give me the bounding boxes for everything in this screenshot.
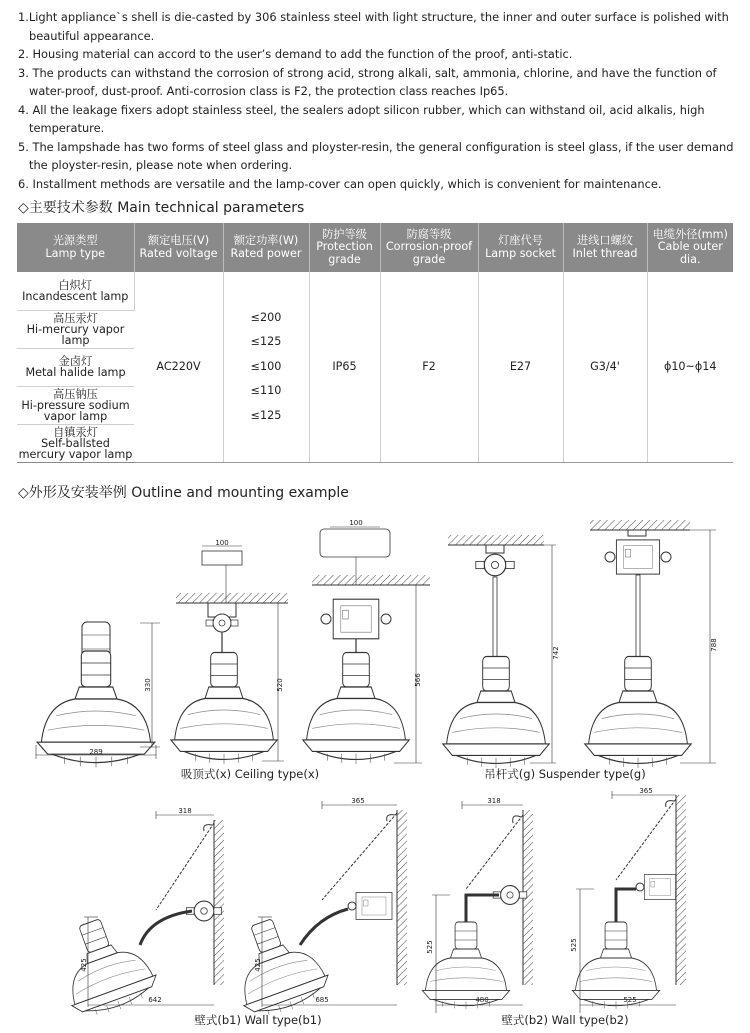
lamp-type-cell: 自镇汞灯 Self-ballsted mercury vapor lamp [18,425,133,461]
dim-b2b-top: 365 [639,787,653,795]
lamp-type-cell: 高压钠压 Hi-pressure sodium vapor lamp [17,386,134,424]
feature-item: 5. The lampshade has two forms of steel glass and ployster-resin, the general configuration is steel glass, if the user demand the ployster-resin, please note when ordering. [18,139,734,172]
dim-c2-h: 520 [276,678,284,692]
suspender-lamp-1 [443,535,560,768]
header-cable-dia: 电缆外径(mm) Cable outer dia. [647,223,733,272]
wall-b1-lamp-1 [47,807,224,1024]
params-section-title: ◇主要技术参数 Main technical parameters [18,200,305,216]
dim-b2b-h: 525 [570,938,578,952]
header-rated-voltage: 额定电压(V) Rated voltage [134,223,223,272]
rated-voltage-cell: AC220V [134,272,223,462]
feature-item: 6. Installment methods are versatile and the lamp-cover can open quickly, which is convenient for maintenance. [18,176,662,191]
inlet-thread-cell: G3/4' [563,272,647,462]
header-lamp-type: 光源类型 Lamp type [17,223,134,272]
rated-power-cell: ≤200 ≤125 ≤100 ≤110 ≤125 [223,272,309,462]
header-protection-grade: 防护等级 Protection grade [309,223,380,272]
dim-b1a-top: 318 [178,807,192,815]
header-inlet-thread: 进线口螺纹 Inlet thread [563,223,647,272]
table-header-row [17,223,733,272]
lamp-type-cell: 白炽灯 Incandescent lamp [17,272,134,310]
header-corrosion-grade: 防腐等级 Corrosion-proof grade [380,223,478,272]
lamp-type-cell: 金卤灯 Metal halide lamp [17,348,134,386]
wall-b2-lamp-1 [422,797,533,1013]
table-row [17,272,733,310]
protection-grade-cell: IP65 [309,272,380,462]
cable-dia-cell: ϕ10~ϕ14 [647,272,733,462]
dim-b1b-w: 685 [315,996,329,1004]
header-rated-power: 额定功率(W) Rated power [223,223,309,272]
lamp-socket-cell: E27 [478,272,563,462]
wall-b2-lamp-2 [570,787,686,1013]
header-lamp-socket: 灯座代号 Lamp socket [478,223,563,272]
dim-c3-h: 566 [414,673,422,687]
dim-b1a-h: 425 [80,958,88,972]
dim-b2a-w: 480 [475,996,489,1004]
dim-c1-h: 330 [144,678,152,692]
ceiling-lamp-3 [303,519,430,764]
wall-b1-lamp-2 [219,797,407,1024]
caption-wall-b1: 壁式(b1) Wall type(b1) [194,1013,322,1027]
ceiling-lamp-2 [171,539,288,764]
feature-list [18,8,740,193]
dim-b2a-top: 318 [487,797,501,805]
dim-c1-w: 289 [89,748,103,756]
ceiling-lamp-1 [36,622,160,767]
dim-b1b-h: 425 [254,958,262,972]
dim-b2a-h: 525 [426,940,434,954]
feature-item: 3. The products can withstand the corrosion of strong acid, strong alkali, salt, ammonia, chlorine, and have the function of water-proof, dust-proof. Anti-corrosion class is F2, the protection class reaches Ip65. [18,65,717,98]
dim-b1a-w: 642 [148,996,162,1004]
caption-ceiling: 吸顶式(x) Ceiling type(x) [180,767,320,781]
dim-b1b-top: 365 [351,797,365,805]
dim-c2-top: 100 [215,539,229,547]
parameters-table [17,223,733,463]
feature-item: 4. All the leakage fixers adopt stainless steel, the sealers adopt silicon rubber, which can withstand oil, acid alkalis, high temperature. [18,102,705,135]
dim-s1-h: 742 [552,646,560,660]
caption-suspender: 吊杆式(g) Suspender type(g) [484,767,646,781]
suspender-lamp-2 [585,520,718,768]
caption-wall-b2: 壁式(b2) Wall type(b2) [501,1013,629,1027]
outline-drawings [0,505,750,1033]
corrosion-grade-cell: F2 [380,272,478,462]
dim-c3-top: 100 [349,519,363,527]
lamp-type-cell: 高压汞灯 Hi-mercury vapor lamp [17,310,134,348]
dim-b2b-w: 525 [623,996,637,1004]
feature-item: 2. Housing material can accord to the user’s demand to add the function of the proof, anti-static. [18,47,573,61]
feature-item: 1.Light appliance`s shell is die-casted by 306 stainless steel with light structure, the inner and outer surface is polished with beautiful appearance. [18,10,729,43]
dim-s2-h: 788 [710,638,718,652]
outline-section-title: ◇外形及安装举例 Outline and mounting example [18,485,349,501]
